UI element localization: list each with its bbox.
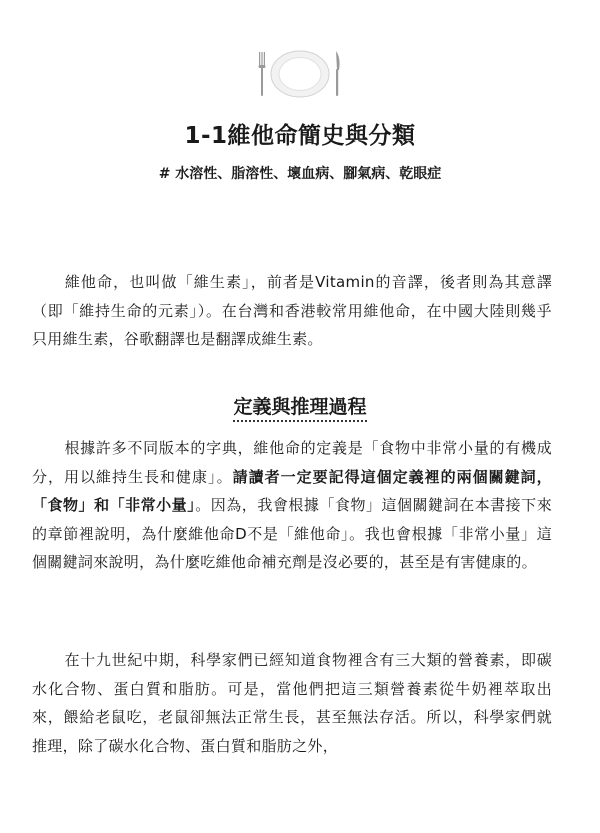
paragraph-intro-text: 維他命，也叫做「維生素」，前者是Vitamin的音譯，後者則為其意譯（即「維持生命的元素」）。在台灣和香港較常用維他命，在中國大陸則幾乎只用維生素，谷歌翻譯也是翻譯成維生素。 bbox=[32, 273, 552, 348]
paragraph-history bbox=[32, 646, 552, 760]
keyword-tags: # 水溶性、脂溶性、壞血病、腳氣病、乾眼症 bbox=[158, 166, 442, 182]
paragraph-definition bbox=[32, 434, 552, 577]
paragraph-definition-part1: 根據許多不同版本的字典，維他命的定義是「食物中非常小量的有機成分，用以維持生長和健康」。 bbox=[32, 439, 552, 486]
section-heading bbox=[0, 392, 600, 419]
paragraph-history-text: 在十九世紀中期，科學家們已經知道食物裡含有三大類的營養素，即碳水化合物、蛋白質和脂肪。可是，當他們把這三類營養素從牛奶裡萃取出來，餵給老鼠吃，老鼠卻無法正常生長，甚至無法存活。所以，科學家們就推理，除了碳水化合物、蛋白質和脂肪之外， bbox=[32, 651, 552, 755]
page-title: 1-1維他命簡史與分類 bbox=[184, 123, 416, 149]
paragraph-definition-part2: 。因為，我會根據「食物」這個關鍵詞在本書接下來的章節裡說明，為什麼維他命D不是「維他命」。我也會根據「非常小量」這個關鍵詞來說明，為什麼吃維他命補充劑是沒必要的，甚至是有害健康的。 bbox=[32, 496, 552, 571]
plate-fork-knife-icon bbox=[245, 48, 355, 98]
paragraph-intro bbox=[32, 268, 552, 354]
paragraph-definition-bold: 請讀者一定要記得這個定義裡的兩個關鍵詞，「食物」和「非常小量」 bbox=[32, 467, 552, 514]
section-heading-text: 定義與推理過程 bbox=[233, 396, 366, 422]
